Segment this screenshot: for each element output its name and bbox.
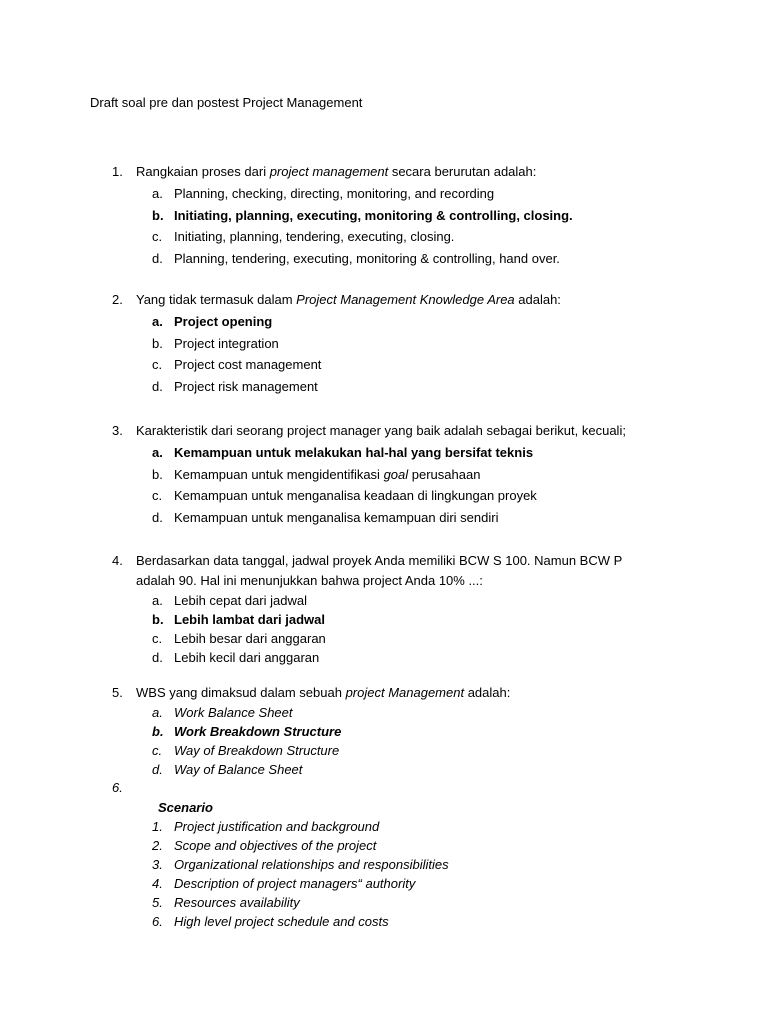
option-d: d. Way of Balance Sheet: [152, 762, 303, 777]
option-a: a. Planning, checking, directing, monitoring, and recording: [152, 186, 495, 201]
question-number: 3.: [112, 423, 123, 438]
option-b-answer: b. Work Breakdown Structure: [152, 724, 342, 739]
option-list: [152, 186, 672, 273]
option-d: d. Lebih kecil dari anggaran: [152, 650, 320, 665]
scenario-item: 4. Description of project managers“ authority: [152, 876, 416, 891]
question-text: Karakteristik dari seorang project manager yang baik adalah sebagai berikut, kecuali;: [136, 423, 626, 438]
question-number: 1.: [112, 164, 123, 179]
option-list: [152, 705, 672, 781]
question-number: 5.: [112, 685, 123, 700]
question-1: [112, 164, 672, 273]
question-number: 2.: [112, 292, 123, 307]
question-text: Yang tidak termasuk dalam Project Management Knowledge Area adalah:: [136, 292, 561, 307]
question-stem: [112, 780, 672, 796]
question-stem: [112, 685, 672, 701]
document-title: Draft soal pre dan postest Project Management: [90, 95, 363, 110]
option-a: a. Lebih cepat dari jadwal: [152, 593, 307, 608]
option-c: c. Project cost management: [152, 357, 322, 373]
scenario-item: 2. Scope and objectives of the project: [152, 838, 377, 853]
option-b: b. Kemampuan untuk mengidentifikasi goal perusahaan: [152, 466, 481, 482]
option-c: c. Kemampuan untuk menganalisa keadaan di lingkungan proyek: [152, 488, 537, 504]
question-stem: [112, 292, 672, 308]
question-5: [112, 685, 672, 781]
scenario-item: 3. Organizational relationships and responsibilities: [152, 857, 449, 872]
question-2: [112, 292, 672, 401]
option-d: d. Project risk management: [152, 379, 318, 395]
scenario-item: 1. Project justification and background: [152, 819, 380, 834]
question-stem: [112, 423, 712, 439]
question-4: [112, 553, 692, 669]
scenario-list: [152, 819, 672, 933]
question-3: [112, 423, 712, 532]
scenario-item: 5. Resources availability: [152, 895, 300, 910]
question-stem: [112, 164, 672, 180]
option-a-answer: a. Kemampuan untuk melakukan hal-hal yang bersifat teknis: [152, 445, 534, 460]
option-d: d. Kemampuan untuk menganalisa kemampuan diri sendiri: [152, 510, 499, 526]
option-b-answer: b. Initiating, planning, executing, monitoring & controlling, closing.: [152, 207, 573, 223]
question-6: [112, 780, 672, 933]
option-c: c. Way of Breakdown Structure: [152, 743, 340, 758]
question-stem: [112, 553, 692, 589]
question-number: 6.: [112, 780, 123, 795]
option-c: c. Initiating, planning, tendering, executing, closing.: [152, 229, 455, 245]
option-c: c. Lebih besar dari anggaran: [152, 631, 326, 646]
option-d: d. Planning, tendering, executing, monitoring & controlling, hand over.: [152, 251, 560, 267]
option-list: [152, 445, 712, 532]
scenario-heading: Scenario: [158, 800, 213, 815]
option-a: a. Work Balance Sheet: [152, 705, 293, 720]
option-list: [152, 314, 672, 401]
question-text: Rangkaian proses dari project management secara berurutan adalah:: [136, 164, 537, 179]
option-b: b. Project integration: [152, 335, 279, 351]
option-list: [152, 593, 692, 669]
question-text: WBS yang dimaksud dalam sebuah project Management adalah:: [136, 685, 511, 700]
option-a-answer: a. Project opening: [152, 314, 273, 329]
scenario-item: 6. High level project schedule and costs: [152, 914, 389, 929]
option-b-answer: b. Lebih lambat dari jadwal: [152, 612, 325, 627]
question-number: 4.: [112, 553, 123, 568]
question-text: Berdasarkan data tanggal, jadwal proyek Anda memiliki BCW S 100. Namun BCW P adalah 90. Hal ini menunjukkan bahwa project Anda 10% ...:: [136, 553, 623, 588]
